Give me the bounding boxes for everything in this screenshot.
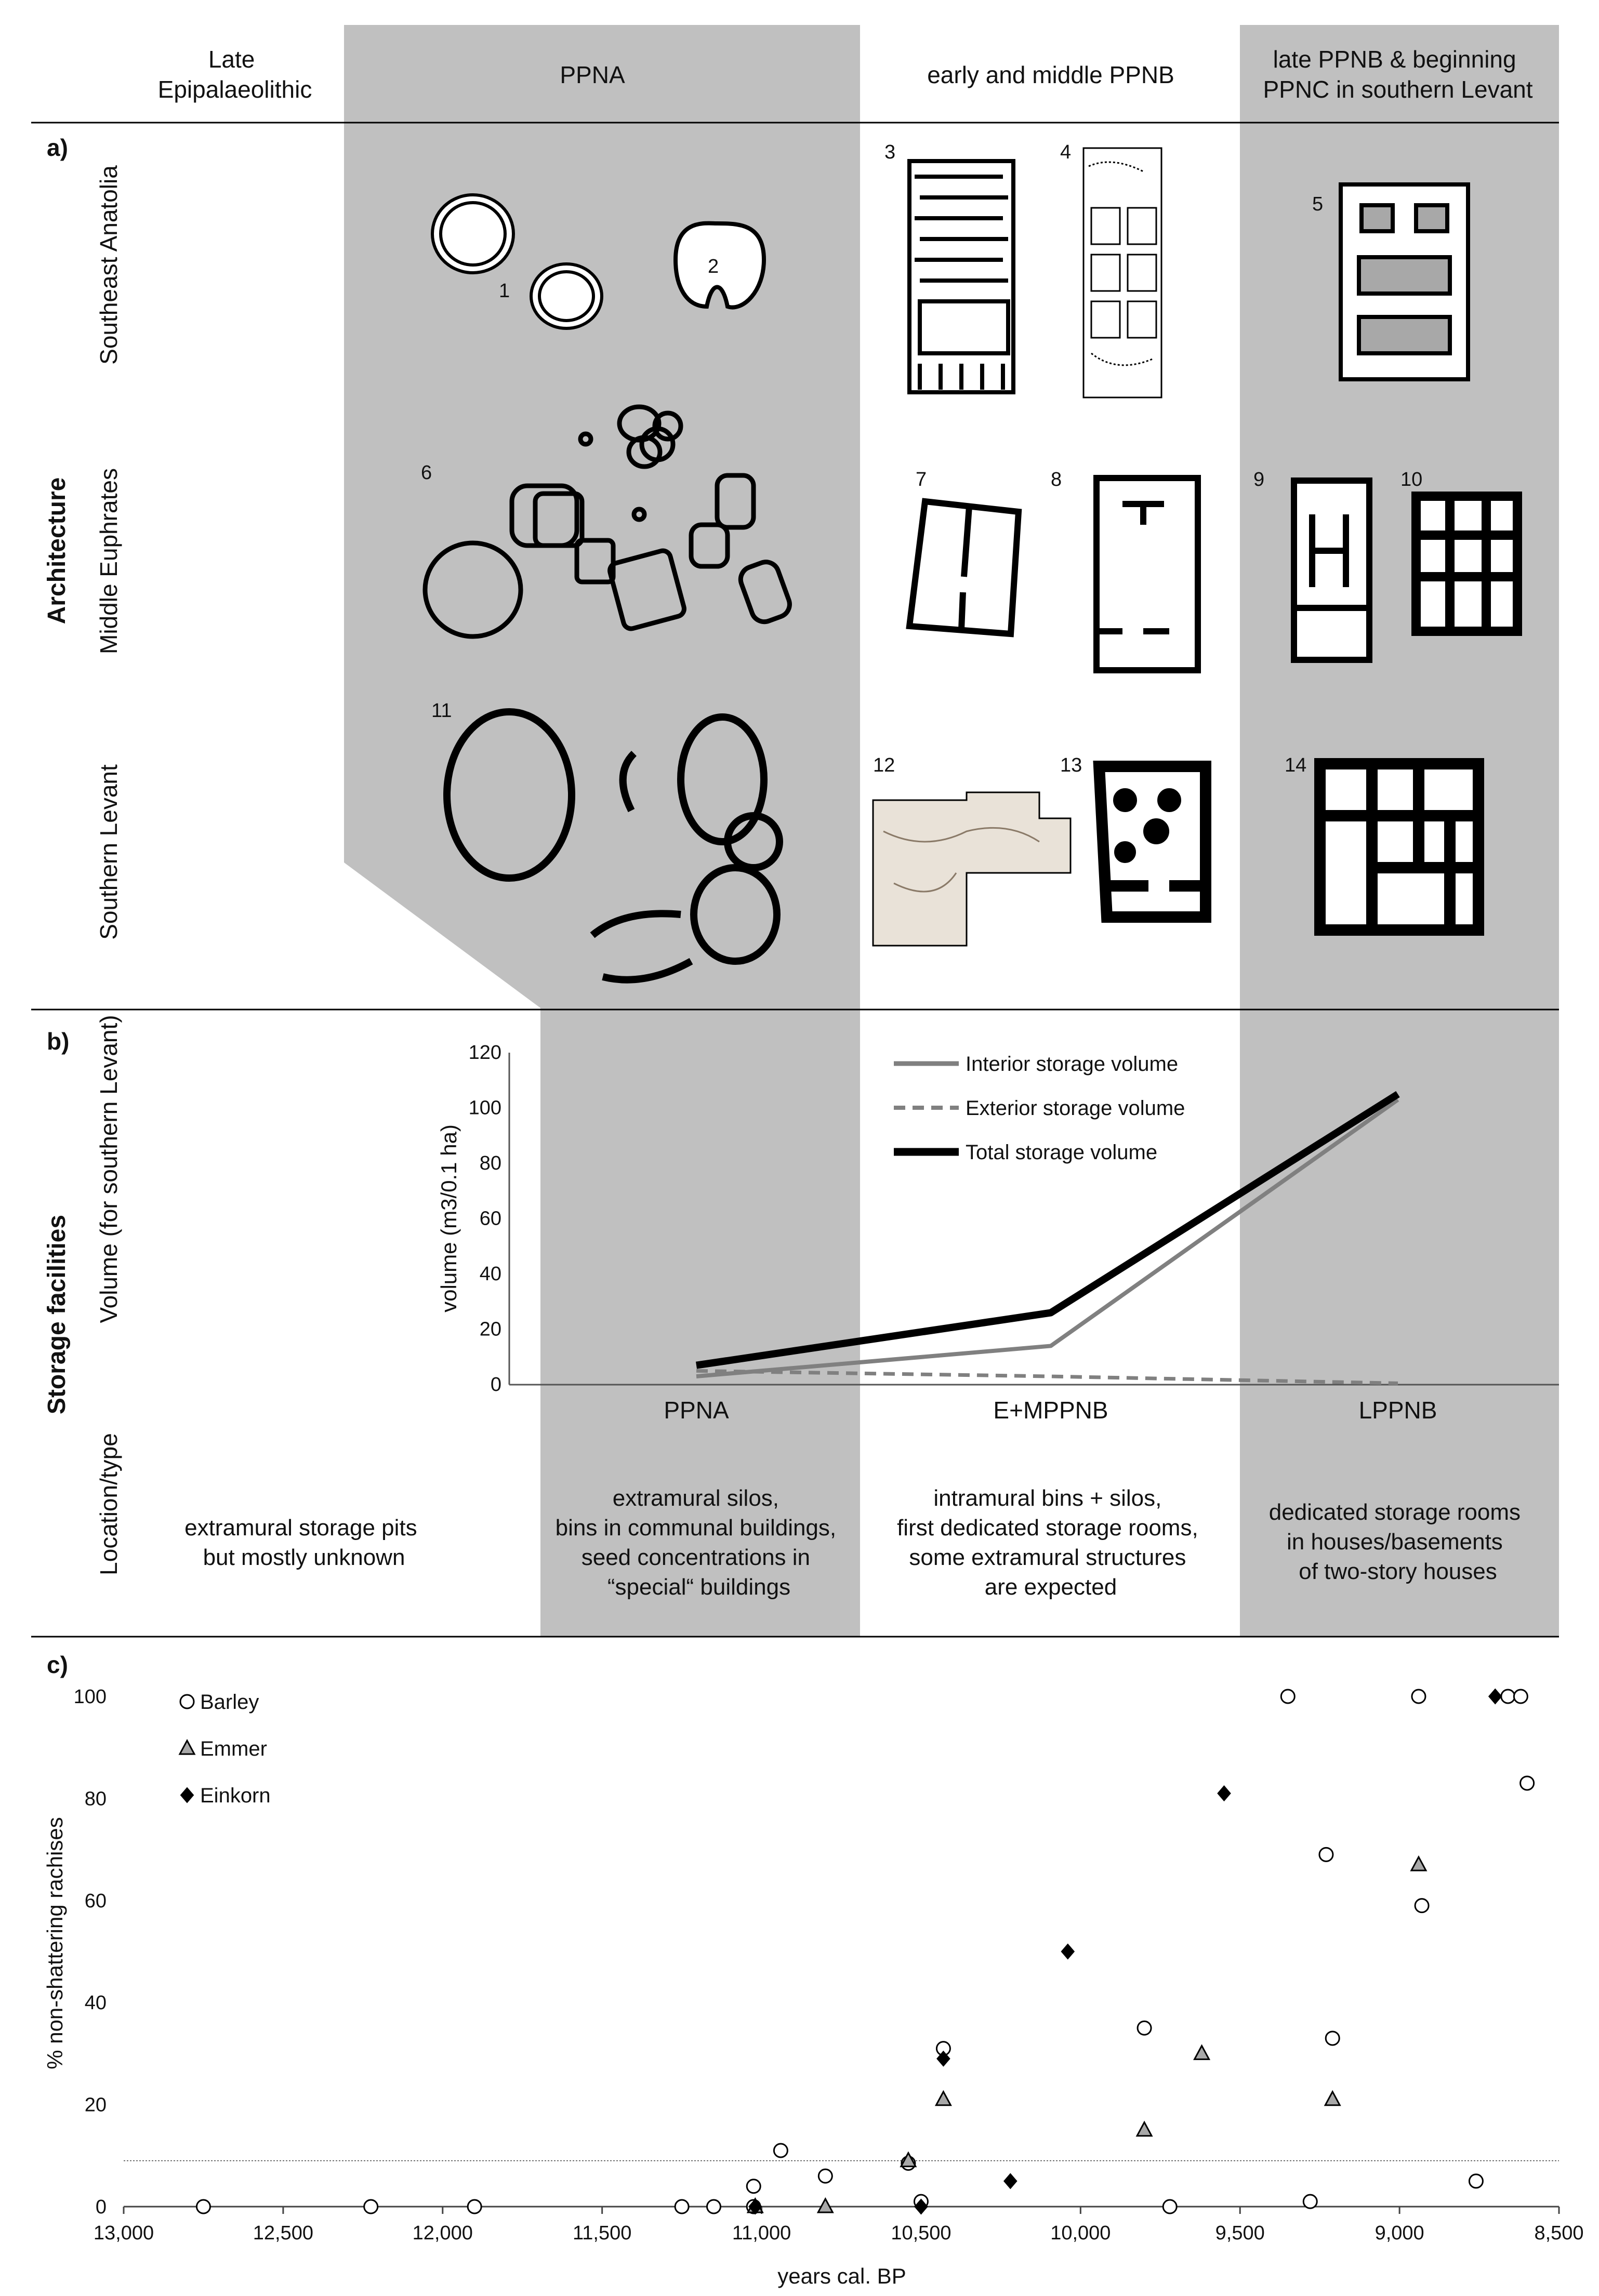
scatter-x-tick-label: 12,500: [253, 2222, 314, 2244]
volume-y-tick-label: 20: [479, 1318, 501, 1341]
volume-y-tick-label: 100: [468, 1097, 501, 1119]
scatter-point-barley: [364, 2200, 378, 2213]
scatter-point-emmer: [1137, 2122, 1152, 2136]
scatter-legend-marker: [180, 1741, 194, 1754]
plan-number-14: 14: [1285, 754, 1307, 776]
volume-y-axis-label: volume (m3/0.1 ha): [437, 1124, 461, 1312]
scatter-legend-marker: [181, 1788, 193, 1802]
scatter-x-tick-label: 8,500: [1534, 2222, 1584, 2244]
location-empnb-l3: some extramural structures: [909, 1545, 1186, 1570]
volume-y-ticks: [469, 1042, 501, 1396]
plan-number-10: 10: [1400, 469, 1423, 490]
plan-12: [873, 792, 1071, 946]
scatter-point-barley: [1303, 2195, 1317, 2208]
scatter-point-barley: [1326, 2032, 1339, 2045]
row-location-type: Location/type: [95, 1433, 122, 1575]
scatter-y-tick-label: 60: [84, 1890, 107, 1912]
scatter-x-ticks: [94, 2207, 1584, 2244]
location-epipal-l1: extramural storage pits: [184, 1515, 417, 1541]
volume-y-tick-label: 0: [490, 1374, 501, 1396]
volume-y-tick-label: 80: [479, 1152, 501, 1174]
scatter-point-barley: [196, 2200, 210, 2213]
volume-legend-label: Exterior storage volume: [966, 1097, 1185, 1120]
period-epipal-line2: Epipalaeolithic: [157, 76, 312, 103]
volume-legend-label: Total storage volume: [966, 1141, 1158, 1164]
row-volume: Volume (for southern Levant): [95, 1015, 122, 1323]
plan-8: [1096, 478, 1198, 670]
scatter-legend-label: Einkorn: [200, 1784, 271, 1807]
plan-number-12: 12: [873, 754, 895, 776]
plan-number-2: 2: [708, 256, 719, 277]
volume-y-tick-label: 60: [479, 1207, 501, 1230]
plan-number-6: 6: [421, 462, 432, 484]
panel-b-labels: [43, 1015, 122, 1575]
location-empnb: [897, 1485, 1205, 1600]
scatter-point-barley: [1319, 1848, 1333, 1861]
period-ppna: PPNA: [560, 61, 625, 88]
volume-category-label: E+MPPNB: [993, 1397, 1108, 1424]
scatter-point-barley: [1501, 1690, 1515, 1703]
volume-y-tick-label: 120: [468, 1042, 501, 1064]
plan-number-9: 9: [1253, 469, 1265, 490]
scatter-x-tick-label: 11,500: [572, 2222, 632, 2244]
scatter-point-barley: [774, 2144, 787, 2157]
scatter-point-barley: [818, 2169, 832, 2183]
scatter-point-barley: [1415, 1899, 1429, 1913]
location-ppna-l1: extramural silos,: [612, 1485, 779, 1511]
location-ppna-l3: seed concentrations in: [581, 1545, 811, 1570]
scatter-legend-marker: [180, 1695, 194, 1708]
scatter-y-tick-label: 80: [84, 1788, 107, 1810]
plan-number-4: 4: [1060, 141, 1072, 163]
plan-3: [909, 161, 1013, 392]
plan-number-8: 8: [1051, 469, 1062, 490]
panel-a-letter: a): [47, 134, 68, 161]
scatter-x-tick-label: 9,000: [1375, 2222, 1424, 2244]
period-epipalaeolithic: [158, 46, 312, 103]
location-empnb-l4: are expected: [984, 1574, 1117, 1600]
scatter-legend-label: Barley: [200, 1691, 259, 1714]
plan-number-11: 11: [431, 700, 452, 722]
plan-10: [1416, 496, 1517, 631]
scatter-y-tick-label: 40: [84, 1992, 107, 2014]
scatter-point-emmer: [1195, 2046, 1209, 2059]
plan-number-13: 13: [1060, 754, 1082, 776]
scatter-point-barley: [468, 2200, 481, 2213]
scatter-legend: [180, 1691, 271, 1807]
scatter-point-einkorn: [1218, 1786, 1231, 1801]
plan-number-7: 7: [916, 469, 927, 490]
location-epipal: [184, 1515, 424, 1570]
scatter-x-tick-label: 10,000: [1050, 2222, 1111, 2244]
scatter-x-tick-label: 11,000: [732, 2222, 791, 2244]
location-empnb-l2: first dedicated storage rooms,: [897, 1515, 1198, 1541]
scatter-point-emmer: [818, 2199, 832, 2212]
scatter-y-tick-label: 0: [95, 2196, 107, 2218]
scatter-y-tick-label: 100: [73, 1686, 107, 1708]
location-lppnb-l3: of two-story houses: [1299, 1559, 1497, 1584]
scatter-points: [196, 1689, 1534, 2214]
period-early-middle-ppnb: early and middle PPNB: [927, 61, 1174, 88]
scatter-point-barley: [1163, 2200, 1177, 2213]
location-empnb-l1: intramural bins + silos,: [933, 1485, 1162, 1511]
scatter-point-emmer: [936, 2092, 950, 2105]
scatter-point-einkorn: [1489, 1689, 1501, 1704]
scatter-point-barley: [1138, 2021, 1151, 2035]
period-epipal-line1: Late: [208, 46, 255, 73]
scatter-x-tick-label: 13,000: [93, 2222, 154, 2244]
plan-4: [1083, 148, 1161, 397]
scatter-point-barley: [675, 2200, 689, 2213]
plan-9: [1294, 481, 1369, 660]
volume-legend: [894, 1053, 1185, 1164]
scatter-x-tick-label: 12,000: [412, 2222, 473, 2244]
row-southern-levant: Southern Levant: [95, 764, 122, 940]
scatter-point-barley: [1412, 1690, 1425, 1703]
plan-14: [1320, 764, 1478, 930]
scatter-y-tick-label: 20: [84, 2094, 107, 2116]
panel-a-labels: [43, 134, 122, 940]
scatter-point-barley: [707, 2200, 720, 2213]
scatter-y-ticks: [74, 1686, 107, 2218]
plan-13: [1099, 766, 1206, 917]
period-lppnb-line2: PPNC in southern Levant: [1263, 76, 1533, 103]
period-lppnb-line1: late PPNB & beginning: [1273, 46, 1516, 73]
scatter-legend-label: Emmer: [200, 1737, 267, 1760]
architecture-label: Architecture: [43, 477, 71, 625]
panel-c-letter: c): [47, 1651, 68, 1678]
scatter-point-barley: [1514, 1690, 1527, 1703]
scatter-point-barley: [1281, 1690, 1294, 1703]
scatter-x-tick-label: 10,500: [891, 2222, 952, 2244]
volume-y-tick-label: 40: [479, 1263, 501, 1285]
scatter-y-axis-label: % non-shattering rachises: [43, 1817, 67, 2069]
location-ppna-l2: bins in communal buildings,: [555, 1515, 837, 1541]
scatter-point-barley: [1469, 2174, 1483, 2188]
scatter-point-barley: [747, 2180, 760, 2193]
rachis-scatter-chart: [43, 1686, 1584, 2288]
scatter-point-emmer: [1325, 2092, 1340, 2105]
scatter-x-tick-label: 9,500: [1215, 2222, 1265, 2244]
plan-number-1: 1: [499, 280, 510, 302]
volume-category-label: LPPNB: [1358, 1397, 1437, 1424]
location-lppnb: [1269, 1499, 1527, 1584]
location-lppnb-l2: in houses/basements: [1286, 1529, 1503, 1555]
row-middle-euphrates: Middle Euphrates: [95, 468, 122, 654]
plan-number-5: 5: [1312, 193, 1324, 215]
row-southeast-anatolia: Southeast Anatolia: [95, 165, 122, 365]
scatter-point-emmer: [1411, 1857, 1426, 1870]
volume-category-label: PPNA: [664, 1397, 729, 1424]
scatter-point-barley: [1521, 1776, 1534, 1790]
plan-number-3: 3: [884, 141, 896, 163]
plan-7: [909, 501, 1019, 634]
location-epipal-l2: but mostly unknown: [203, 1545, 405, 1570]
ppna-band: [344, 25, 860, 1637]
location-ppna-l4: “special“ buildings: [607, 1574, 791, 1600]
storage-facilities-label: Storage facilities: [43, 1214, 71, 1415]
scatter-point-einkorn: [1062, 1944, 1074, 1959]
plan-5: [1341, 184, 1468, 379]
scatter-x-axis-label: years cal. BP: [777, 2264, 906, 2288]
location-lppnb-l1: dedicated storage rooms: [1268, 1499, 1521, 1525]
scatter-point-einkorn: [1004, 2174, 1016, 2188]
volume-legend-label: Interior storage volume: [966, 1053, 1179, 1076]
panel-b-letter: b): [47, 1028, 70, 1055]
